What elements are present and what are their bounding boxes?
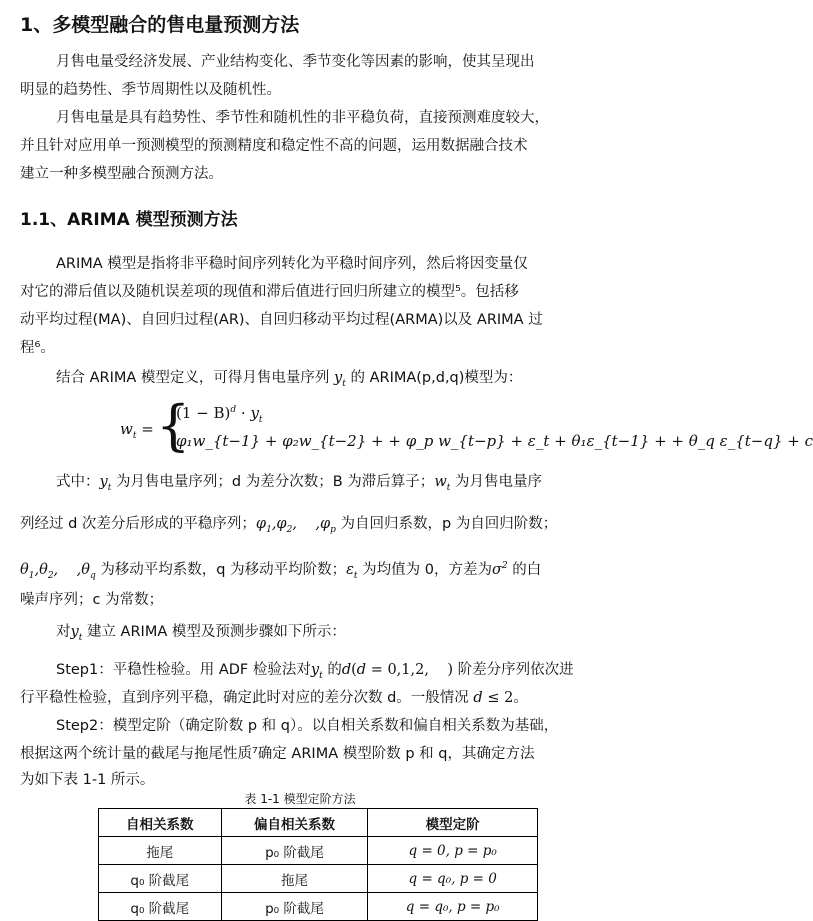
- step2-line2: 根据这两个统计量的截尾与拖尾性质⁷确定 ARIMA 模型阶数 p 和 q，其确定方法: [20, 746, 535, 762]
- table-header-row: [99, 809, 538, 837]
- table-cell: p₀ 阶截尾: [221, 893, 368, 921]
- table-cell: q = 0, p = p₀: [368, 837, 538, 865]
- table-cell: 拖尾: [99, 837, 222, 865]
- table-header: 自相关系数: [99, 809, 222, 837]
- table-cell: q₀ 阶截尾: [99, 893, 222, 921]
- table-row: [99, 865, 538, 893]
- table-row: [99, 893, 538, 921]
- arima-line5: [56, 364, 584, 398]
- step1-line1: Step1：平稳性检验。用 ADF 检验法对$y_t$ 的d(d = 0,1,2, ) 阶差分序列依次进: [56, 662, 574, 681]
- arima-line3: 动平均过程(MA)、自回归过程(AR)、自回归移动平均过程(ARMA)以及 ARIMA 过: [20, 312, 543, 328]
- section-heading-1: 1、多模型融合的售电量预测方法: [20, 14, 300, 36]
- table-row: [99, 837, 538, 865]
- intro-p2-line1: 月售电量是具有趋势性、季节性和随机性的非平稳负荷，直接预测难度较大，: [56, 110, 549, 126]
- table-cell: 拖尾: [221, 865, 368, 893]
- arima-line5-suffix: 的 ARIMA(p,d,q)模型为：: [350, 370, 523, 386]
- step2-line1: Step2：模型定阶（确定阶数 p 和 q）。以自相关系数和偏自相关系数为基础，: [56, 718, 559, 734]
- table-header: 偏自相关系数: [221, 809, 368, 837]
- explain-line2: 列经过 d 次差分后形成的平稳序列；$\varphi_1,\varphi_2$, $,\varphi_p$ 为自回归系数，p 为自回归阶数；: [20, 516, 558, 535]
- equation-lhs: $w_t$ =: [120, 420, 154, 441]
- intro-p1-line1: 月售电量受经济发展、产业结构变化、季节变化等因素的影响，使其呈现出: [56, 54, 535, 70]
- arima-line5-prefix: 结合 ARIMA 模型定义，可得月售电量序列: [56, 370, 330, 386]
- symbol-yt: $y_t$: [334, 370, 346, 389]
- table-cell: p₀ 阶截尾: [221, 837, 368, 865]
- step1-line2: 行平稳性检验，直到序列平稳，确定此时对应的差分次数 d。一般情况 d ≤ 2。: [20, 690, 528, 706]
- explain-line3: $\theta_1,\theta_2$, $,\theta_q$ 为移动平均系数，q 为移动平均阶数；$\varepsilon_t$ 为均值为 0，方差为$\sigma^2$ 的白: [20, 561, 542, 581]
- arima-line2: 对它的滞后值以及随机误差项的现值和滞后值进行回归所建立的模型⁵。包括移: [20, 284, 519, 300]
- section-heading-1-1: 1.1、ARIMA 模型预测方法: [20, 210, 238, 230]
- arima-line4: 程⁶。: [20, 340, 55, 356]
- intro-p2-line3: 建立一种多模型融合预测方法。: [20, 166, 223, 182]
- intro-p2-line2: 并且针对应用单一预测模型的预测精度和稳定性不高的问题，运用数据融合技术: [20, 138, 528, 154]
- explain-line4: 噪声序列；c 为常数；: [20, 592, 164, 608]
- step2-line3: 为如下表 1-1 所示。: [20, 772, 155, 788]
- table-cell: q₀ 阶截尾: [99, 865, 222, 893]
- intro-p1-line2: 明显的趋势性、季节周期性以及随机性。: [20, 82, 281, 98]
- explain-line1: 式中：$y_t$ 为月售电量序列；d 为差分次数；B 为滞后算子；$w_t$ 为月售电量序: [56, 474, 542, 493]
- table-header: 模型定阶: [368, 809, 538, 837]
- arima-equation: [120, 394, 813, 462]
- table-caption: 表 1-1 模型定阶方法: [244, 792, 356, 806]
- order-determination-table: [98, 808, 538, 921]
- table-cell: q = q₀, p = p₀: [368, 893, 538, 921]
- equation-row2: φ₁w_{t−1} + φ₂w_{t−2} + + φ_p w_{t−p} + ε_t + θ₁ε_{t−1} + + θ_q ε_{t−q} + c: [176, 432, 813, 450]
- equation-row1: $(1 - B)^d \cdot y_t$: [176, 404, 263, 425]
- explain-line5: 对$y_t$ 建立 ARIMA 模型及预测步骤如下所示：: [56, 624, 346, 643]
- equation-brace: {: [156, 394, 191, 457]
- arima-line1: ARIMA 模型是指将非平稳时间序列转化为平稳时间序列，然后将因变量仅: [56, 256, 528, 272]
- table-cell: q = q₀, p = 0: [368, 865, 538, 893]
